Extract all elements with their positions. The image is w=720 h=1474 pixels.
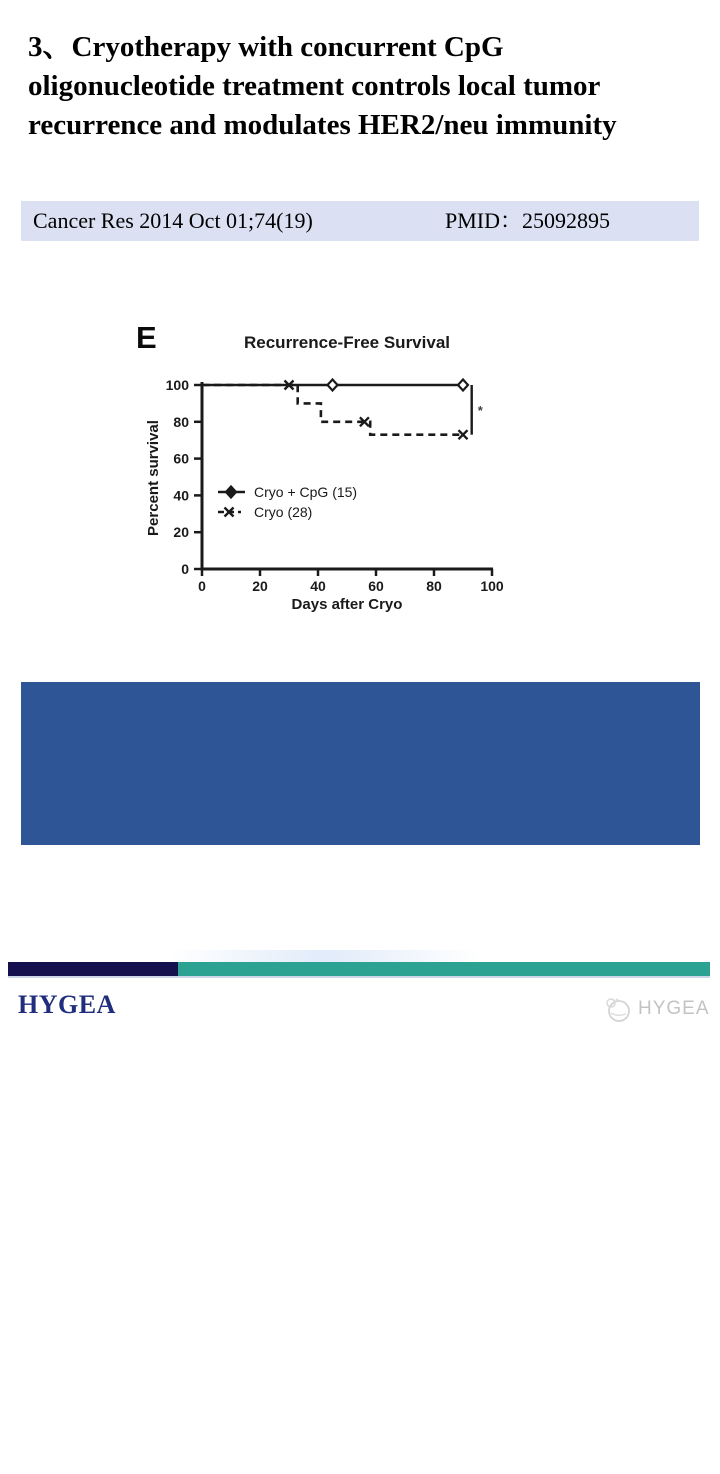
citation-journal: Cancer Res 2014 Oct 01;74(19) <box>33 208 313 233</box>
series-line-dashed <box>202 385 463 435</box>
x-marker <box>459 430 468 439</box>
significance-asterisk: * <box>477 402 483 418</box>
x-tick-label: 0 <box>198 578 206 594</box>
survival-figure <box>128 318 528 618</box>
y-tick-label: 100 <box>165 377 189 393</box>
chart-title: Recurrence-Free Survival <box>244 333 450 352</box>
result-heading: 重要结果： <box>52 1394 198 1425</box>
diamond-marker <box>458 380 468 391</box>
footer-bar-navy <box>8 962 178 976</box>
hygea-logo-text: HYGEA <box>18 990 116 1019</box>
x-tick-label: 40 <box>310 578 326 594</box>
footer-bar-underline <box>8 976 710 978</box>
result-body: 冷冻消融联合免疫治疗的无复发生存率更好。 <box>52 1444 553 1472</box>
x-axis-label: Days after Cryo <box>291 596 403 613</box>
hygea-watermark <box>602 994 712 1028</box>
axis-lines <box>202 382 493 569</box>
panel-label: E <box>136 320 157 355</box>
x-tick-label: 20 <box>252 578 268 594</box>
citation-bar <box>21 201 699 241</box>
citation-pmid: PMID：25092895 <box>445 208 611 233</box>
slide-title <box>28 28 700 145</box>
y-tick-label: 0 <box>181 561 189 577</box>
chart-plot-layer <box>166 377 504 594</box>
diamond-marker <box>328 380 338 391</box>
y-tick-label: 80 <box>173 413 189 430</box>
y-tick-label: 40 <box>173 487 189 504</box>
x-tick-label: 100 <box>480 578 504 594</box>
footer-bar-teal <box>178 962 710 976</box>
diamond-marker <box>226 487 236 498</box>
x-tick-label: 80 <box>426 578 442 594</box>
legend-label: Cryo + CpG (15) <box>254 484 358 500</box>
y-tick-label: 60 <box>173 450 189 467</box>
survival-chart-svg <box>128 318 528 618</box>
slide-title-line-3: recurrence and modulates HER2/neu immunity <box>28 109 617 141</box>
y-tick-label: 20 <box>173 524 189 541</box>
hygea-watermark-text: HYGEA <box>638 998 710 1019</box>
legend-label: Cryo (28) <box>254 504 313 520</box>
y-axis-label: Percent survival <box>145 420 162 536</box>
hygea-watermark-globe-icon <box>602 994 634 1026</box>
slide-title-line-2: oligonucleotide treatment controls local tumor <box>28 70 601 102</box>
x-tick-label: 60 <box>368 578 384 594</box>
slide-title-line-1: 3、Cryotherapy with concurrent CpG <box>28 31 504 63</box>
